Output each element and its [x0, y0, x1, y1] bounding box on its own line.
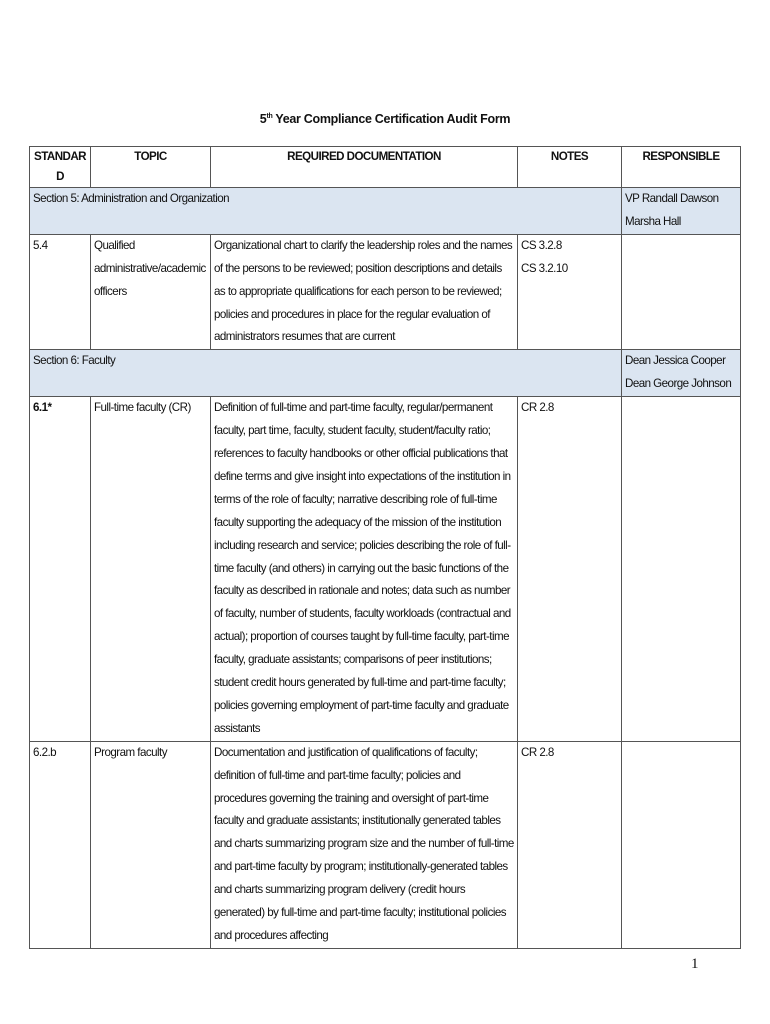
header-required: REQUIRED DOCUMENTATION [211, 147, 518, 188]
responsible-cell [622, 234, 741, 350]
required-cell: Definition of full-time and part-time faculty, regular/permanent faculty, part time, faculty, student faculty, student/faculty ratio; references to faculty handbooks or other official publications that define terms and give insight into expectations of the institution in terms of the role of faculty; narrative describing role of full-time faculty supporting the adequacy of the mission of the institution including research and service; policies describing the role of full-time faculty (and others) in carrying out the basic functions of the faculty as described in rationale and notes; data such as number of faculty, number of students, faculty workloads (contractual and actual); proportion of courses taught by full-time faculty, part-time faculty, graduate assistants; comparisons of peer institutions; student credit hours generated by full-time and part-time faculty; policies governing employment of part-time faculty and graduate assistants [211, 397, 518, 742]
title-superscript: th [266, 112, 273, 120]
section-6-responsible [622, 350, 741, 397]
table-row [30, 741, 741, 948]
note-item: CS 3.2.10 [521, 261, 568, 275]
document-title: 5th Year Compliance Certification Audit Form [259, 112, 511, 126]
section-6-label: Section 6: Faculty [30, 350, 622, 397]
note-item: CS 3.2.8 [521, 238, 562, 252]
responsible-name: VP Randall Dawson [625, 192, 719, 205]
standard-cell: 6.1* [30, 397, 91, 742]
header-topic: TOPIC [91, 147, 211, 188]
topic-cell: Full-time faculty (CR) [91, 397, 211, 742]
notes-cell [518, 741, 622, 948]
section-5-row [30, 188, 741, 235]
notes-cell [518, 234, 622, 350]
responsible-name: Marsha Hall [625, 214, 681, 228]
header-row [30, 147, 741, 188]
note-item: CR 2.8 [521, 745, 554, 759]
header-responsible: RESPONSIBLE [622, 147, 741, 188]
table-row [30, 234, 741, 350]
section-5-label: Section 5: Administration and Organization [30, 188, 622, 235]
standard-cell: 6.2.b [30, 741, 91, 948]
section-5-responsible [622, 188, 741, 235]
notes-cell [518, 397, 622, 742]
table-row [30, 397, 741, 742]
page-number: 1 [691, 956, 699, 972]
responsible-cell [622, 397, 741, 742]
responsible-name: Dean George Johnson [625, 377, 732, 391]
responsible-name: Dean Jessica Cooper [625, 354, 726, 368]
topic-cell: Qualified administrative/academic officers [91, 234, 211, 350]
header-standard: STANDARD [30, 147, 91, 188]
required-cell: Organizational chart to clarify the leadership roles and the names of the persons to be reviewed; position descriptions and details as to appropriate qualifications for each person to be reviewed; policies and procedures in place for the regular evaluation of administrators resumes that are current [211, 234, 518, 350]
standard-cell: 5.4 [30, 234, 91, 350]
required-cell: Documentation and justification of qualifications of faculty; definition of full-time and part-time faculty; policies and procedures governing the training and oversight of part-time faculty and graduate assistants; institutionally generated tables and charts summarizing program size and the number of full-time and part-time faculty by program; institutionally-generated tables and charts summarizing program delivery (credit hours generated) by full-time and part-time faculty; institutional policies and procedures affecting [211, 741, 518, 948]
responsible-cell [622, 741, 741, 948]
topic-cell: Program faculty [91, 741, 211, 948]
section-6-row [30, 350, 741, 397]
header-notes: NOTES [518, 147, 622, 188]
audit-table [29, 146, 741, 949]
note-item: CR 2.8 [521, 401, 554, 415]
